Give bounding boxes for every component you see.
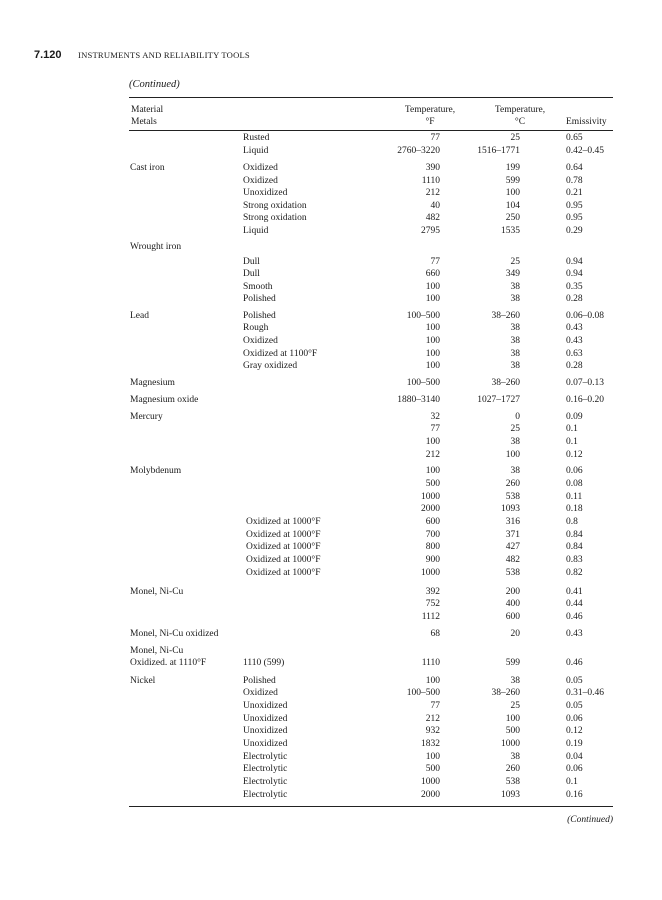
column-header-emissivity: Emissivity: [566, 117, 607, 127]
temp-f-cell: 600: [425, 517, 440, 527]
running-head-title: INSTRUMENTS AND RELIABILITY TOOLS: [78, 50, 250, 60]
table-row: [0, 529, 662, 542]
temp-f-cell: 1110: [421, 176, 440, 186]
table-row: [0, 738, 662, 751]
condition-cell: Rough: [243, 323, 269, 333]
temp-f-cell: 212: [425, 450, 440, 460]
emissivity-cell: 0.09: [566, 412, 583, 422]
condition-cell: Liquid: [243, 146, 269, 156]
table-row: [0, 200, 662, 213]
temp-f-cell: 77: [430, 257, 440, 267]
emissivity-cell: 0.06–0.08: [566, 311, 604, 321]
condition-cell: Strong oxidation: [243, 201, 307, 211]
emissivity-cell: 0.29: [566, 226, 583, 236]
emissivity-cell: 0.94: [566, 269, 583, 279]
emissivity-cell: 0.95: [566, 201, 583, 211]
table-row: [0, 281, 662, 294]
table-bottom-rule: [129, 806, 613, 807]
condition-cell: Oxidized at 1000°F: [246, 542, 321, 552]
table-row: [0, 377, 662, 390]
material-cell: Monel, Ni-Cu: [130, 587, 184, 597]
temp-c-cell: 25: [510, 701, 520, 711]
table-row: [0, 256, 662, 269]
temp-c-cell: 260: [505, 764, 520, 774]
table-row: [0, 713, 662, 726]
temp-c-cell: 20: [510, 629, 520, 639]
emissivity-cell: 0.18: [566, 504, 583, 514]
temp-c-cell: 199: [505, 163, 520, 173]
temp-f-cell: 2000: [421, 790, 440, 800]
table-row: [0, 478, 662, 491]
table-row: [0, 751, 662, 764]
condition-cell: Unoxidized: [243, 726, 288, 736]
emissivity-cell: 0.43: [566, 336, 583, 346]
condition-cell: Electrolytic: [243, 790, 288, 800]
material-cell: Cast iron: [130, 163, 165, 173]
emissivity-cell: 0.05: [566, 676, 583, 686]
emissivity-cell: 0.46: [566, 658, 583, 668]
temp-f-cell: 482: [425, 213, 440, 223]
temp-c-cell: 599: [505, 658, 520, 668]
table-row: [0, 675, 662, 688]
condition-cell: Unoxidized: [243, 739, 288, 749]
temp-c-cell: 482: [505, 555, 520, 565]
emissivity-cell: 0.43: [566, 629, 583, 639]
continued-label-top: (Continued): [129, 79, 180, 90]
table-row: [0, 187, 662, 200]
table-row: [0, 465, 662, 478]
emissivity-cell: 0.83: [566, 555, 583, 565]
condition-cell: Unoxidized: [243, 701, 288, 711]
table-row: [0, 657, 662, 670]
temp-f-cell: 1112: [421, 612, 440, 622]
temp-f-cell: 100–500: [406, 688, 440, 698]
temp-f-cell: 100: [425, 676, 440, 686]
emissivity-cell: 0.63: [566, 349, 583, 359]
temp-f-cell: 100: [425, 336, 440, 346]
table-row: [0, 541, 662, 554]
continued-label-bottom: (Continued): [567, 815, 613, 825]
temp-c-cell: 25: [510, 257, 520, 267]
condition-cell: Electrolytic: [243, 777, 288, 787]
temp-c-cell: 38: [510, 294, 520, 304]
material-cell: Mercury: [130, 412, 163, 422]
emissivity-cell: 0.35: [566, 282, 583, 292]
condition-cell: Polished: [243, 294, 276, 304]
table-row: [0, 132, 662, 145]
table-row: [0, 645, 662, 658]
temp-c-cell: 25: [510, 424, 520, 434]
column-header-temp-f-line1: Temperature,: [404, 105, 456, 115]
emissivity-cell: 0.16–0.20: [566, 395, 604, 405]
material-cell: Oxidized. at 1110°F: [130, 658, 207, 668]
temp-f-cell: 2000: [421, 504, 440, 514]
material-cell: Magnesium oxide: [130, 395, 199, 405]
temp-f-cell: 390: [425, 163, 440, 173]
table-row: [0, 348, 662, 361]
condition-cell: Strong oxidation: [243, 213, 307, 223]
emissivity-cell: 0.06: [566, 466, 583, 476]
table-row: [0, 687, 662, 700]
temp-c-cell: 0: [515, 412, 520, 422]
material-cell: Lead: [130, 311, 149, 321]
condition-cell: Oxidized: [243, 163, 278, 173]
table-row: [0, 586, 662, 599]
temp-f-cell: 212: [425, 188, 440, 198]
temp-c-cell: 316: [505, 517, 520, 527]
material-cell: Molybdenum: [130, 466, 182, 476]
table-row: [0, 310, 662, 323]
temp-c-cell: 538: [505, 568, 520, 578]
temp-f-cell: 77: [430, 133, 440, 143]
table-row: [0, 436, 662, 449]
temp-f-cell: 1000: [421, 492, 440, 502]
condition-cell: Oxidized: [243, 176, 278, 186]
emissivity-cell: 0.07–0.13: [566, 378, 604, 388]
temp-f-cell: 1000: [421, 568, 440, 578]
temp-f-cell: 77: [430, 701, 440, 711]
emissivity-cell: 0.21: [566, 188, 583, 198]
temp-c-cell: 38: [510, 282, 520, 292]
emissivity-cell: 0.95: [566, 213, 583, 223]
table-row: [0, 700, 662, 713]
table-row: [0, 293, 662, 306]
temp-c-cell: 250: [505, 213, 520, 223]
emissivity-cell: 0.06: [566, 764, 583, 774]
table-row: [0, 491, 662, 504]
temp-c-cell: 1093: [501, 504, 520, 514]
column-header-temp-c-line2: °C: [514, 117, 526, 127]
temp-c-cell: 38–260: [491, 378, 520, 388]
column-header-temp-f-line2: °F: [425, 117, 435, 127]
temp-c-cell: 371: [505, 530, 520, 540]
temp-f-cell: 752: [425, 599, 440, 609]
temp-f-cell: 100–500: [406, 378, 440, 388]
temp-f-cell: 100: [425, 323, 440, 333]
emissivity-cell: 0.42–0.45: [566, 146, 604, 156]
emissivity-cell: 0.8: [566, 517, 578, 527]
condition-cell: Oxidized at 1000°F: [246, 530, 321, 540]
temp-f-cell: 1880–3140: [397, 395, 440, 405]
material-cell: Monel, Ni-Cu: [130, 646, 184, 656]
temp-f-cell: 100: [425, 361, 440, 371]
temp-f-cell: 1110: [421, 658, 440, 668]
temp-f-cell: 100: [425, 752, 440, 762]
table-row: [0, 162, 662, 175]
emissivity-cell: 0.04: [566, 752, 583, 762]
emissivity-cell: 0.84: [566, 530, 583, 540]
temp-c-cell: 200: [505, 587, 520, 597]
temp-c-cell: 25: [510, 133, 520, 143]
column-header-material-line1: Material: [131, 105, 164, 115]
temp-c-cell: 500: [505, 726, 520, 736]
condition-cell: Dull: [243, 269, 260, 279]
emissivity-cell: 0.16: [566, 790, 583, 800]
temp-f-cell: 100: [425, 282, 440, 292]
condition-cell: 1110 (599): [243, 658, 285, 668]
column-header-material-line2: Metals: [131, 117, 157, 127]
temp-f-cell: 100: [425, 466, 440, 476]
table-row: [0, 212, 662, 225]
condition-cell: Dull: [243, 257, 260, 267]
temp-c-cell: 38–260: [491, 311, 520, 321]
emissivity-cell: 0.1: [566, 777, 578, 787]
condition-cell: Gray oxidized: [243, 361, 298, 371]
temp-c-cell: 427: [505, 542, 520, 552]
emissivity-cell: 0.46: [566, 612, 583, 622]
temp-c-cell: 38: [510, 437, 520, 447]
temp-f-cell: 2795: [421, 226, 440, 236]
emissivity-cell: 0.43: [566, 323, 583, 333]
temp-c-cell: 349: [505, 269, 520, 279]
temp-c-cell: 1093: [501, 790, 520, 800]
emissivity-cell: 0.64: [566, 163, 583, 173]
temp-c-cell: 38: [510, 349, 520, 359]
table-row: [0, 241, 662, 254]
temp-f-cell: 660: [425, 269, 440, 279]
temp-c-cell: 1000: [501, 739, 520, 749]
table-row: [0, 225, 662, 238]
temp-c-cell: 38–260: [491, 688, 520, 698]
condition-cell: Oxidized at 1000°F: [246, 517, 321, 527]
emissivity-cell: 0.1: [566, 424, 578, 434]
condition-cell: Oxidized at 1000°F: [246, 568, 321, 578]
table-row: [0, 449, 662, 462]
emissivity-cell: 0.65: [566, 133, 583, 143]
material-cell: Monel, Ni-Cu oxidized: [130, 629, 219, 639]
emissivity-cell: 0.28: [566, 294, 583, 304]
emissivity-cell: 0.94: [566, 257, 583, 267]
emissivity-cell: 0.1: [566, 437, 578, 447]
temp-f-cell: 100: [425, 437, 440, 447]
table-row: [0, 335, 662, 348]
material-cell: Nickel: [130, 676, 156, 686]
temp-c-cell: 599: [505, 176, 520, 186]
material-cell: Magnesium: [130, 378, 175, 388]
temp-f-cell: 800: [425, 542, 440, 552]
emissivity-cell: 0.28: [566, 361, 583, 371]
condition-cell: Smooth: [243, 282, 273, 292]
temp-c-cell: 100: [505, 714, 520, 724]
temp-c-cell: 260: [505, 479, 520, 489]
emissivity-cell: 0.05: [566, 701, 583, 711]
temp-c-cell: 38: [510, 466, 520, 476]
condition-cell: Polished: [243, 676, 276, 686]
page-number: 7.120: [34, 49, 62, 61]
temp-c-cell: 38: [510, 336, 520, 346]
temp-f-cell: 100: [425, 349, 440, 359]
temp-c-cell: 38: [510, 361, 520, 371]
emissivity-cell: 0.06: [566, 714, 583, 724]
table-row: [0, 567, 662, 580]
condition-cell: Electrolytic: [243, 764, 288, 774]
table-row: [0, 611, 662, 624]
temp-f-cell: 40: [430, 201, 440, 211]
table-row: [0, 776, 662, 789]
column-header-temp-c-line1: Temperature,: [494, 105, 546, 115]
temp-c-cell: 38: [510, 676, 520, 686]
temp-f-cell: 2760–3220: [397, 146, 440, 156]
emissivity-cell: 0.31–0.46: [566, 688, 604, 698]
emissivity-cell: 0.41: [566, 587, 583, 597]
emissivity-cell: 0.19: [566, 739, 583, 749]
temp-c-cell: 1516–1771: [477, 146, 520, 156]
emissivity-cell: 0.11: [566, 492, 583, 502]
table-row: [0, 423, 662, 436]
temp-c-cell: 104: [505, 201, 520, 211]
temp-f-cell: 100: [425, 294, 440, 304]
temp-c-cell: 100: [505, 450, 520, 460]
table-row: [0, 360, 662, 373]
table-row: [0, 789, 662, 802]
condition-cell: Oxidized: [243, 336, 278, 346]
condition-cell: Rusted: [243, 133, 270, 143]
table-row: [0, 516, 662, 529]
emissivity-cell: 0.82: [566, 568, 583, 578]
emissivity-cell: 0.84: [566, 542, 583, 552]
temp-c-cell: 538: [505, 777, 520, 787]
temp-c-cell: 100: [505, 188, 520, 198]
table-row: [0, 322, 662, 335]
table-row: [0, 394, 662, 407]
table-row: [0, 725, 662, 738]
temp-f-cell: 212: [425, 714, 440, 724]
table-row: [0, 503, 662, 516]
temp-f-cell: 1832: [421, 739, 440, 749]
temp-f-cell: 900: [425, 555, 440, 565]
table-row: [0, 628, 662, 641]
temp-c-cell: 400: [505, 599, 520, 609]
temp-c-cell: 1027–1727: [477, 395, 520, 405]
table-row: [0, 554, 662, 567]
temp-f-cell: 68: [430, 629, 440, 639]
temp-f-cell: 500: [425, 479, 440, 489]
table-row: [0, 763, 662, 776]
temp-c-cell: 1535: [501, 226, 520, 236]
condition-cell: Oxidized at 1000°F: [246, 555, 321, 565]
condition-cell: Oxidized: [243, 688, 278, 698]
table-row: [0, 145, 662, 158]
condition-cell: Oxidized at 1100°F: [243, 349, 318, 359]
temp-c-cell: 38: [510, 323, 520, 333]
emissivity-cell: 0.78: [566, 176, 583, 186]
temp-c-cell: 600: [505, 612, 520, 622]
temp-c-cell: 538: [505, 492, 520, 502]
condition-cell: Electrolytic: [243, 752, 288, 762]
material-cell: Wrought iron: [130, 242, 182, 252]
condition-cell: Polished: [243, 311, 276, 321]
table-row: [0, 598, 662, 611]
temp-f-cell: 100–500: [406, 311, 440, 321]
condition-cell: Liquid: [243, 226, 269, 236]
temp-f-cell: 392: [425, 587, 440, 597]
temp-f-cell: 700: [425, 530, 440, 540]
emissivity-cell: 0.44: [566, 599, 583, 609]
temp-f-cell: 77: [430, 424, 440, 434]
temp-c-cell: 38: [510, 752, 520, 762]
temp-f-cell: 1000: [421, 777, 440, 787]
temp-f-cell: 500: [425, 764, 440, 774]
emissivity-cell: 0.12: [566, 450, 583, 460]
temp-f-cell: 32: [430, 412, 440, 422]
table-row: [0, 175, 662, 188]
emissivity-cell: 0.08: [566, 479, 583, 489]
table-row: [0, 268, 662, 281]
temp-f-cell: 932: [425, 726, 440, 736]
condition-cell: Unoxidized: [243, 188, 288, 198]
table-row: [0, 411, 662, 424]
condition-cell: Unoxidized: [243, 714, 288, 724]
emissivity-cell: 0.12: [566, 726, 583, 736]
